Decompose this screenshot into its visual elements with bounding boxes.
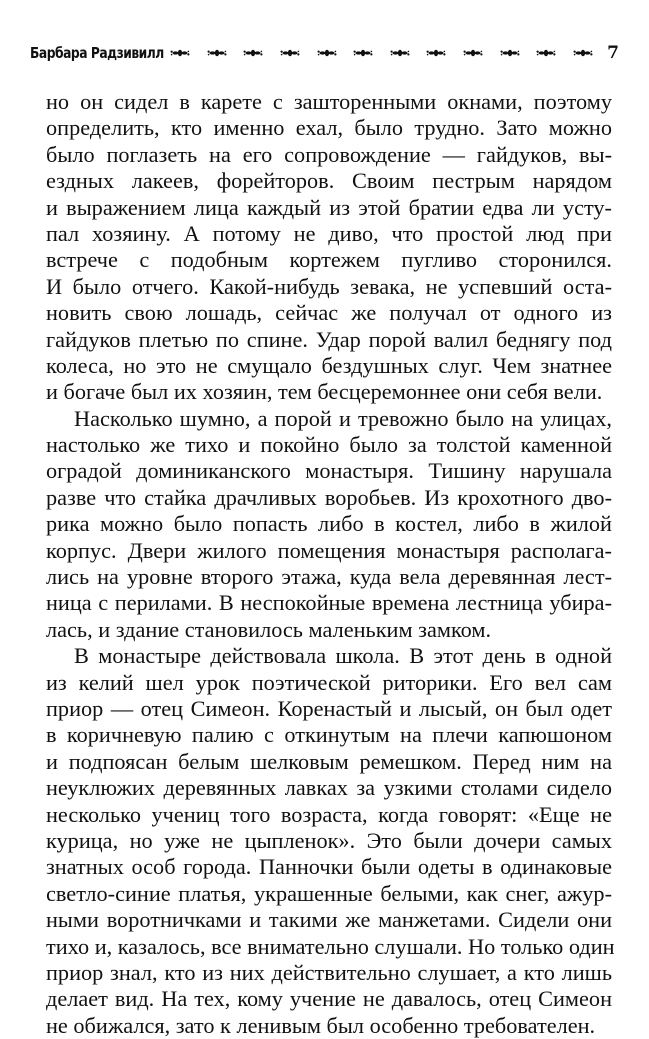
text-line: курица, но уже не цыпленок». Это были дочери самых bbox=[46, 827, 612, 853]
text-line: настолько же тихо и покойно было за толстой каменной bbox=[46, 432, 612, 458]
paragraph bbox=[46, 406, 612, 644]
text-line: из келий шел урок поэтической риторики. Его вел сам bbox=[46, 669, 612, 695]
running-title: Барбара Радзивилл bbox=[30, 44, 164, 62]
floral-ornament-icon bbox=[500, 48, 520, 58]
text-line: новить свою лошадь, сейчас же получал от одного из bbox=[46, 300, 612, 326]
text-line: встрече с подобным кортежем пугливо сторонился. bbox=[46, 247, 612, 273]
text-line: тихо и, казалось, все внимательно слушали. Но только один bbox=[46, 933, 615, 959]
text-line: было поглазеть на его сопровождение — гайдуков, вы- bbox=[46, 141, 612, 167]
text-line: не обижался, зато к ленивым был особенно требователен. bbox=[46, 1012, 596, 1038]
text-line: корпус. Двери жилого помещения монастыря располага- bbox=[46, 537, 612, 563]
text-line: оградой доминиканского монастыря. Тишину нарушала bbox=[46, 458, 612, 484]
text-line: лась, и здание становилось маленьким замком. bbox=[46, 616, 492, 642]
page-number: 7 bbox=[607, 43, 619, 63]
paragraph bbox=[46, 89, 612, 406]
body-text bbox=[46, 89, 615, 1039]
text-line: рика можно было попасть либо в костел, либо в жилой bbox=[46, 511, 612, 537]
floral-ornament-icon bbox=[390, 48, 410, 58]
text-line: В монастыре действовала школа. В этот день в одной bbox=[74, 643, 612, 669]
floral-ornament-icon bbox=[353, 48, 373, 58]
text-line: ездных лакеев, форейторов. Своим пестрым нарядом bbox=[46, 168, 612, 194]
header-ornament bbox=[170, 48, 599, 58]
floral-ornament-icon bbox=[207, 48, 227, 58]
text-line: и выражением лица каждый из этой братии едва ли усту- bbox=[46, 194, 612, 220]
text-line: но он сидел в карете с зашторенными окнами, поэтому bbox=[46, 89, 612, 114]
floral-ornament-icon bbox=[170, 48, 190, 58]
text-line: светло-синие платья, украшенные белыми, как снег, ажур- bbox=[46, 880, 612, 906]
text-line: и богаче был их хозяин, тем бесцеремоннее они себя вели. bbox=[46, 379, 603, 405]
text-line: несколько учениц того возраста, когда говорят: «Еще не bbox=[46, 801, 612, 827]
text-line: приор — отец Симеон. Коренастый и лысый, он был одет bbox=[46, 695, 612, 721]
floral-ornament-icon bbox=[243, 48, 263, 58]
text-line: И было отчего. Какой-нибудь зевака, не успевший оста- bbox=[46, 273, 612, 299]
text-line: колеса, но это не смущало бездушных слуг. Чем знатнее bbox=[46, 352, 612, 378]
text-line: делает вид. На тех, кому учение не давалось, отец Симеон bbox=[46, 986, 612, 1012]
floral-ornament-icon bbox=[426, 48, 446, 58]
text-line: лись на уровне второго этажа, куда вела деревянная лест- bbox=[46, 564, 612, 590]
paragraph bbox=[46, 643, 615, 1039]
text-line: ница с перилами. В неспокойные времена лестница убира- bbox=[46, 590, 612, 616]
text-line: ными воротничками и такими же манжетами. Сидели они bbox=[46, 907, 612, 933]
text-line: гайдуков плетью по спине. Удар порой валил беднягу под bbox=[46, 326, 612, 352]
text-line: определить, кто именно ехал, было трудно. Зато можно bbox=[46, 115, 612, 141]
floral-ornament-icon bbox=[280, 48, 300, 58]
text-line: неуклюжих деревянных лавках за узкими столами сидело bbox=[46, 775, 612, 801]
text-line: знатных особ города. Панночки были одеты в одинаковые bbox=[46, 854, 612, 880]
text-line: в коричневую палию с откинутым на плечи капюшоном bbox=[46, 722, 612, 748]
floral-ornament-icon bbox=[463, 48, 483, 58]
floral-ornament-icon bbox=[573, 48, 593, 58]
floral-ornament-icon bbox=[536, 48, 556, 58]
text-line: Насколько шумно, а порой и тревожно было на улицах, bbox=[74, 405, 612, 431]
text-line: разве что стайка драчливых воробьев. Из крохотного дво- bbox=[46, 484, 612, 510]
text-line: приор знал, кто из них действительно слушает, а кто лишь bbox=[46, 959, 612, 985]
text-line: пал хозяину. А потому не диво, что простой люд при bbox=[46, 220, 612, 246]
text-line: и подпоясан белым шелковым ремешком. Перед ним на bbox=[46, 748, 612, 774]
running-header bbox=[30, 40, 619, 66]
floral-ornament-icon bbox=[317, 48, 337, 58]
